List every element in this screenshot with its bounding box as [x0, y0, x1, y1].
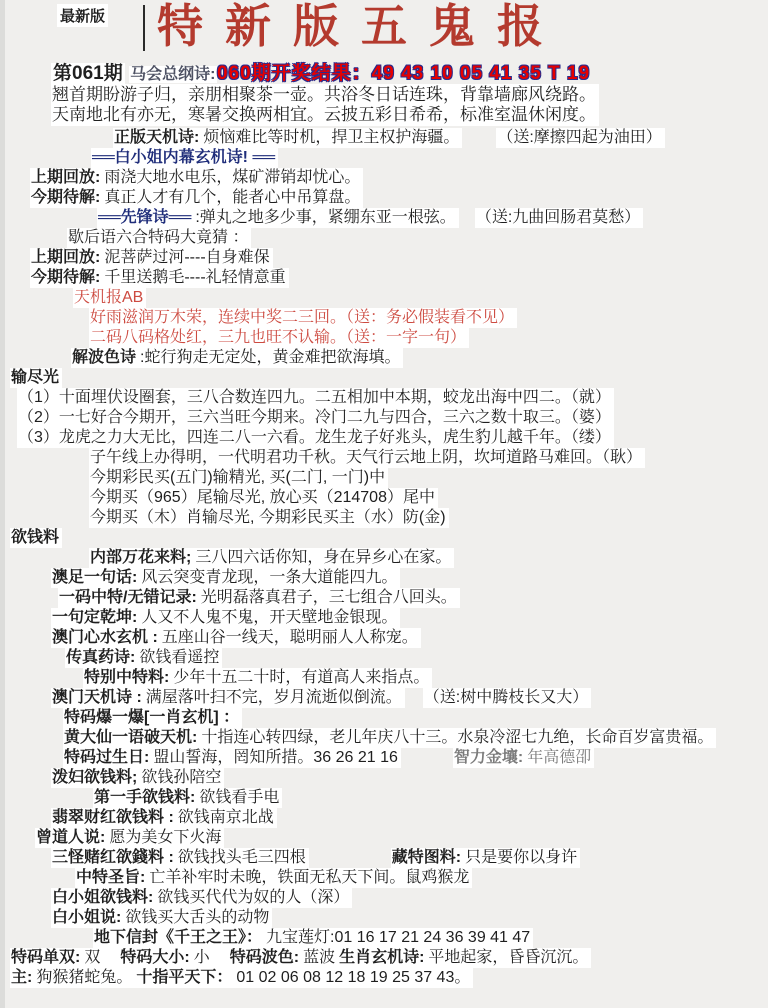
body-lines — [5, 128, 768, 988]
text-line — [17, 388, 768, 408]
text-line — [51, 808, 768, 828]
text-segment: 小 — [193, 948, 229, 968]
intro-label: 马会总纲诗: — [130, 66, 216, 83]
text-segment: 白小姐欲钱料: — [51, 888, 156, 908]
text-line — [30, 168, 768, 188]
text-line — [51, 688, 768, 708]
text-line — [51, 848, 768, 868]
text-segment: 泼妇欲钱料; — [51, 768, 140, 788]
header-divider — [143, 5, 145, 51]
text-segment: 特码波色: — [229, 948, 302, 968]
text-segment: （2）一七好合今期开，三六当旺今期来。冷门二九与四合，三六之数十取三。（婆） — [17, 408, 614, 428]
previous-draw-result: 060期开奖结果：49 43 10 05 41 35 T 19 — [216, 63, 591, 84]
text-segment: 上期回放: — [30, 248, 103, 268]
edition-label: 最新版 — [57, 4, 108, 27]
text-line — [83, 668, 768, 688]
text-segment: ══白小姐内幕玄机诗! ══ — [91, 148, 278, 168]
text-segment: 藏特图料: — [391, 848, 464, 868]
page-title: 特新版五鬼报 — [157, 1, 565, 52]
text-segment: 生肖玄机诗: — [338, 948, 427, 968]
text-line — [51, 104, 768, 124]
issue-line — [51, 58, 768, 82]
text-line — [63, 728, 768, 748]
text-segment: 特别中特料: — [83, 668, 172, 688]
text-segment: （送:九曲回肠君莫愁） — [475, 208, 643, 228]
text-segment: 蓝波 — [302, 948, 338, 968]
issue-number: 第061期 — [53, 63, 123, 84]
text-line — [10, 948, 768, 968]
text-segment: 双 — [83, 948, 119, 968]
opening-poem — [51, 84, 768, 124]
text-line — [30, 268, 768, 288]
text-segment: 欲钱看手电 — [198, 788, 282, 808]
text-line — [51, 888, 768, 908]
header — [5, 0, 768, 56]
text-segment: 欲钱料 — [10, 528, 62, 548]
text-segment: 白小姐说: — [51, 908, 124, 928]
text-segment: 欲钱买大舌头的动物 — [124, 908, 272, 928]
text-segment: 上期回放: — [30, 168, 103, 188]
text-segment: 中特圣旨: — [75, 868, 148, 888]
text-line — [58, 588, 768, 608]
text-segment: 澳门心水玄机 : — [51, 628, 161, 648]
text-segment: 真正人才有几个，能者心中吊算盘。 — [103, 188, 363, 208]
text-segment: 光明磊落真君子，三七组合八回头。 — [200, 588, 460, 608]
text-segment: 黄大仙一语破天机: — [63, 728, 200, 748]
text-segment: 人又不人鬼不鬼，开天壁地金银现。 — [140, 608, 400, 628]
text-segment: 泥菩萨过河----自身难保 — [103, 248, 272, 268]
text-segment: 澳足一句话: — [51, 568, 140, 588]
text-segment: 年高德卲 — [526, 748, 594, 768]
text-segment: 子午线上办得明，一代明君功千秋。天气行云地上阴，坎坷道路马难回。（耿） — [89, 448, 645, 468]
text-line — [113, 128, 768, 148]
text-line — [35, 828, 768, 848]
text-line — [51, 608, 768, 628]
text-segment: 解波色诗 — [71, 348, 139, 368]
text-line — [10, 968, 768, 988]
text-line — [89, 328, 768, 348]
text-segment: 正版天机诗: — [113, 128, 202, 148]
text-segment: 一码中特/无错记录: — [58, 588, 200, 608]
text-segment: 特码单双: — [10, 948, 83, 968]
text-segment: 第一手欲钱料: — [93, 788, 198, 808]
text-line — [91, 148, 768, 168]
text-line — [10, 528, 768, 548]
text-segment: 狗猴猪蛇兔。 — [35, 968, 135, 988]
text-line — [30, 188, 768, 208]
text-segment: （送:树中腾枝长又大） — [423, 688, 591, 708]
text-segment: 今期买（965）尾输尽光, 放心买（214708）尾中 — [89, 488, 438, 508]
text-segment: 九宝莲灯:01 16 17 21 24 36 39 41 47 — [265, 928, 533, 948]
text-segment: 天机报AB — [73, 288, 146, 308]
text-segment: 三怪赌红欲錢料 : — [51, 848, 177, 868]
text-segment: 特码爆一爆[一肖玄机] ： — [63, 708, 242, 728]
text-line — [17, 408, 768, 428]
text-line — [10, 368, 768, 388]
text-segment: 欲钱找头毛三四根 — [177, 848, 309, 868]
text-segment: 翘首期盼游子归，亲朋相聚茶一壶。共浴冬日话连珠，背靠墙廊风绕路。 — [51, 84, 599, 106]
text-segment: （送:摩擦四起为油田） — [496, 128, 664, 148]
text-segment: 地下信封《千王之王》： — [93, 928, 265, 948]
text-segment: 平地起家，昏昏沉沉。 — [427, 948, 591, 968]
text-segment: :蛇行狗走无定处，黄金难把欲海填。 — [139, 348, 403, 368]
text-line — [51, 84, 768, 104]
text-segment: 二码八码格处红，三九也旺不认输。（送：一字一句） — [89, 328, 469, 348]
text-segment: 智力金壤: — [453, 748, 526, 768]
text-line — [51, 908, 768, 928]
text-line — [65, 648, 768, 668]
text-segment: 澳门天机诗 : — [51, 688, 145, 708]
text-segment: 只是要你以身许 — [464, 848, 580, 868]
text-segment: 千里送鹅毛----礼轻情意重 — [103, 268, 288, 288]
text-segment: 欲钱买代代为奴的人（深） — [156, 888, 352, 908]
text-line — [63, 708, 768, 728]
text-segment: ══先锋诗══ — [97, 208, 194, 228]
text-segment: :弹丸之地多少事，紧绷东亚一根弦。 — [194, 208, 458, 228]
text-line — [17, 428, 768, 448]
text-segment: 亡羊补牢时未晚，铁面无私天下间。鼠鸡猴龙 — [148, 868, 472, 888]
text-segment: 01 02 06 08 12 18 19 25 37 43。 — [235, 968, 473, 988]
text-line — [97, 208, 768, 228]
text-segment: 欲钱孙陪空 — [140, 768, 224, 788]
text-segment: 歇后语六合特码大竟猜 ： — [67, 228, 251, 248]
text-segment: 天南地北有亦无，寒暑交换两相宜。云披五彩日希希，标准室温休闲度。 — [51, 104, 599, 126]
text-line — [89, 548, 768, 568]
text-segment: 特码过生日: — [63, 748, 152, 768]
text-line — [73, 288, 768, 308]
text-segment: 曾道人说: — [35, 828, 108, 848]
text-segment: 今期买（木）肖输尽光, 今期彩民买主（水）防(金) — [89, 508, 449, 528]
text-line — [75, 868, 768, 888]
text-segment: 欲钱南京北战 — [177, 808, 277, 828]
text-segment: 十指平天下： — [135, 968, 235, 988]
text-segment: 愿为美女下火海 — [108, 828, 224, 848]
text-line — [89, 468, 768, 488]
text-segment: 特码大小: — [119, 948, 192, 968]
text-segment: 传真药诗: — [65, 648, 138, 668]
text-segment: 烦恼难比等时机，捍卫主权护海疆。 — [202, 128, 462, 148]
text-segment: 十指连心转四绿，老儿年庆八十三。水泉冷涩七九绝，长命百岁富贵福。 — [200, 728, 716, 748]
text-segment: 三八四六话你知，身在异乡心在家。 — [194, 548, 454, 568]
text-line — [93, 788, 768, 808]
text-line — [93, 928, 768, 948]
text-segment: 好雨滋润万木荣，连续中奖二三回。（送：务必假装看不见） — [89, 308, 517, 328]
text-segment: 欲钱看遥控 — [138, 648, 222, 668]
text-line — [89, 488, 768, 508]
text-segment: （1）十面埋伏设圈套，三八合数连四九。二五相加中本期，蛟龙出海中四二。（就） — [17, 388, 614, 408]
text-segment: 少年十五二十时，有道高人来指点。 — [172, 668, 432, 688]
text-segment: 今期待解: — [30, 188, 103, 208]
text-line — [51, 768, 768, 788]
text-segment: 一句定乾坤: — [51, 608, 140, 628]
text-segment: 今期待解: — [30, 268, 103, 288]
text-line — [89, 508, 768, 528]
text-line — [89, 448, 768, 468]
text-segment: 风云突变青龙现，一条大道能四九。 — [140, 568, 400, 588]
text-line — [51, 568, 768, 588]
text-segment: 今期彩民买(五门)输精光, 买(二门, 一门)中 — [89, 468, 388, 488]
text-segment: 内部万花来料; — [89, 548, 194, 568]
text-segment: （3）龙虎之力大无比，四连二八一六看。龙生龙子好兆头，虎生豹儿越千年。（缕） — [17, 428, 614, 448]
text-line — [51, 628, 768, 648]
text-line — [67, 228, 768, 248]
text-line — [30, 248, 768, 268]
text-segment: 输尽光 — [10, 368, 62, 388]
text-segment: 盟山誓海，罔知所措。36 26 21 16 — [152, 748, 401, 768]
text-segment: 翡翠财红欲钱料 : — [51, 808, 177, 828]
text-segment: 主: — [10, 968, 35, 988]
text-line — [89, 308, 768, 328]
text-line — [63, 748, 768, 768]
text-segment: 五座山谷一线天，聪明丽人人称宠。 — [161, 628, 421, 648]
text-segment: 满屋落叶扫不完，岁月流逝似倒流。 — [145, 688, 405, 708]
text-line — [71, 348, 768, 368]
text-segment: 雨浇大地水电乐，煤矿滞销却忧心。 — [103, 168, 363, 188]
